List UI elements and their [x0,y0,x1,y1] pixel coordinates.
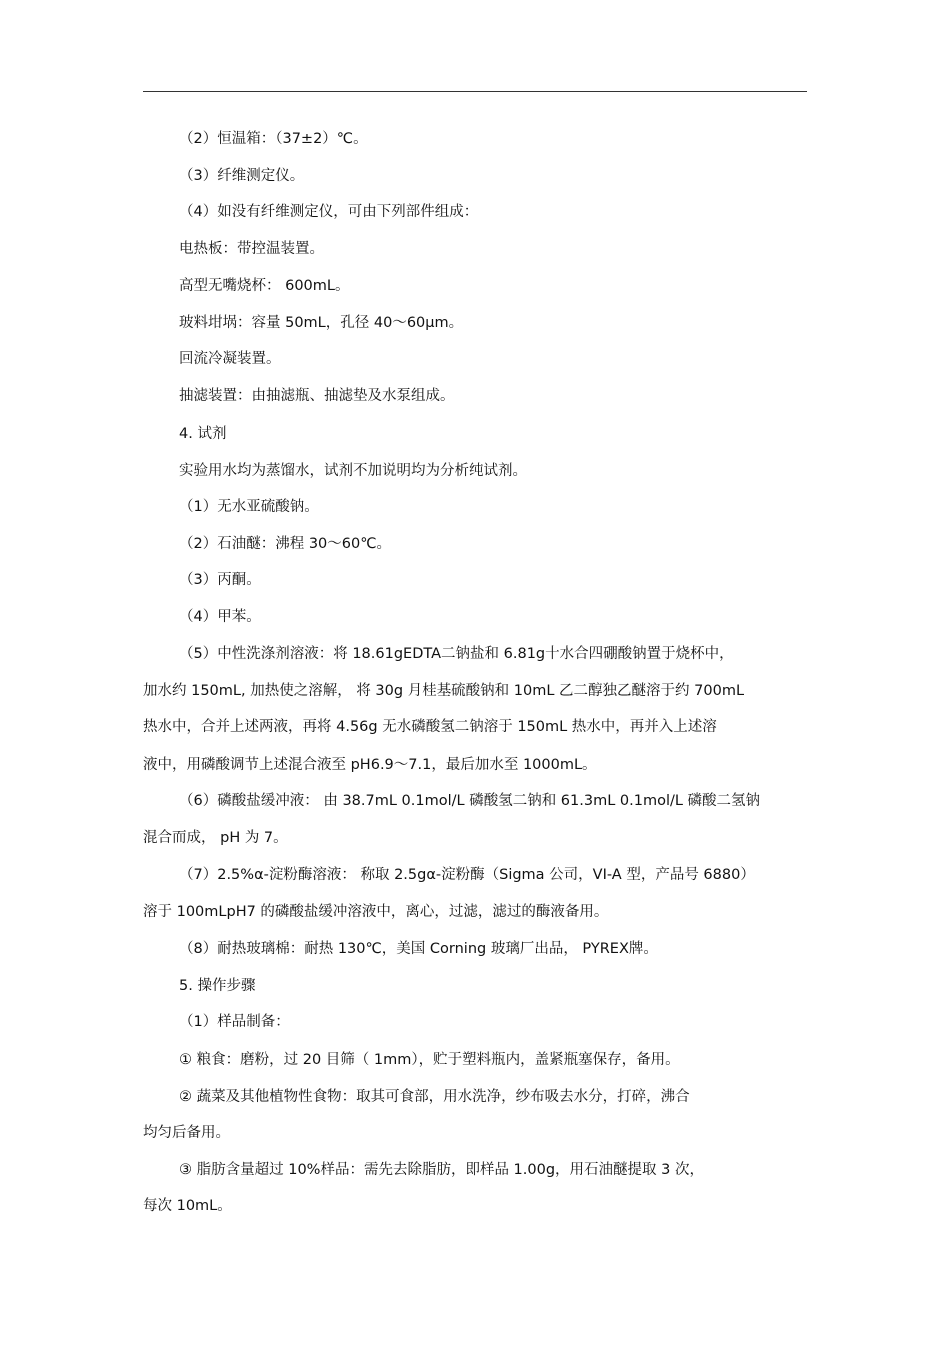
text-line: 每次 10mL。 [143,1198,232,1214]
text-line: 加水约 150mL, 加热使之溶解， 将 30g 月桂基硫酸钠和 10mL 乙二醇独乙醚溶于约 700mL [143,683,745,699]
text-line: （4）如没有纤维测定仪，可由下列部件组成： [179,204,479,220]
text-line: （1）样品制备： [179,1014,290,1030]
text-line: （3）纤维测定仪。 [179,168,305,184]
text-line: （8）耐热玻璃棉：耐热 130℃，美国 Corning 玻璃厂出品， PYREX牌。 [179,941,658,957]
text-line: ② 蔬菜及其他植物性食物：取其可食部，用水洗净，纱布吸去水分，打碎，沸合 [179,1089,690,1105]
text-line: 电热板：带控温装置。 [179,241,324,257]
text-line: 液中，用磷酸调节上述混合液至 pH6.9～7.1，最后加水至 1000mL。 [143,757,597,773]
text-line: ③ 脂肪含量超过 10%样品：需先去除脂肪，即样品 1.00g，用石油醚提取 3 次， [179,1162,704,1178]
text-line: （6）磷酸盐缓冲液： 由 38.7mL 0.1mol/L 磷酸氢二钠和 61.3mL 0.1mol/L 磷酸二氢钠 [179,793,761,809]
text-line: 混合而成， pH 为 7。 [143,830,288,846]
section-heading: 4. 试剂 [179,426,227,442]
text-line: 实验用水均为蒸馏水，试剂不加说明均为分析纯试剂。 [179,463,527,479]
header-rule [143,91,807,92]
text-line: （3）丙酮。 [179,572,261,588]
text-line: 溶于 100mLpH7 的磷酸盐缓冲溶液中，离心，过滤，滤过的酶液备用。 [143,904,609,920]
text-line: 均匀后备用。 [143,1125,230,1141]
text-line: （5）中性洗涤剂溶液：将 18.61gEDTA二钠盐和 6.81g十水合四硼酸钠置于烧杯中， [179,646,734,662]
section-heading: 5. 操作步骤 [179,978,256,994]
text-line: （1）无水亚硫酸钠。 [179,499,319,515]
text-line: 玻料坩埚：容量 50mL，孔径 40～60μm。 [179,315,464,331]
text-line: 回流冷凝装置。 [179,351,281,367]
text-line: 高型无嘴烧杯： 600mL。 [179,278,350,294]
text-line: （7）2.5%α-淀粉酶溶液： 称取 2.5gα-淀粉酶（Sigma 公司，VI-A 型，产品号 6880） [179,867,755,883]
text-line: ① 粮食：磨粉，过 20 目筛（ 1mm），贮于塑料瓶内，盖紧瓶塞保存，备用。 [179,1052,680,1068]
text-line: 热水中，合并上述两液，再将 4.56g 无水磷酸氢二钠溶于 150mL 热水中，再并入上述溶 [143,719,717,735]
text-line: （2）石油醚：沸程 30～60℃。 [179,536,392,552]
text-line: （4）甲苯。 [179,609,261,625]
text-line: 抽滤装置：由抽滤瓶、抽滤垫及水泵组成。 [179,388,455,404]
text-line: （2）恒温箱：（37±2）℃。 [179,131,368,147]
